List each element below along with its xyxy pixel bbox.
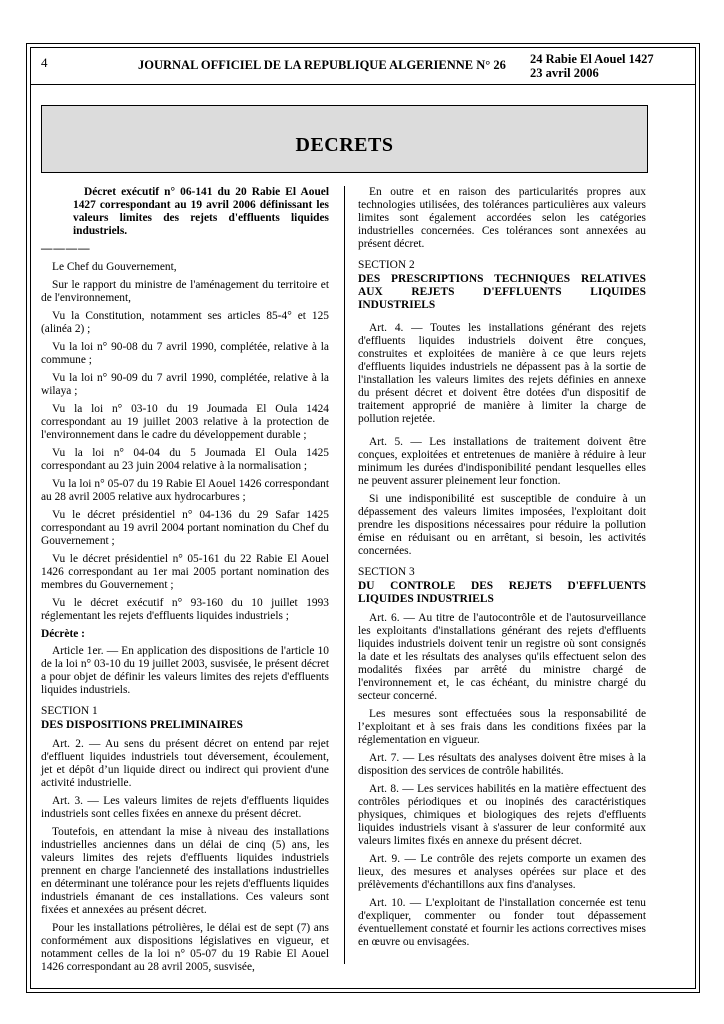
paragraph: Vu la loi n° 05-07 du 19 Rabie El Aouel 1426 correspondant au 28 avril 2005 relative aux hydrocarbures ;: [41, 478, 329, 503]
issue-date-hijri: 24 Rabie El Aouel 1427: [530, 52, 654, 66]
paragraph: Le Chef du Gouvernement,: [52, 261, 177, 273]
article-3-paragraph-2: Toutefois, en attendant la mise à niveau des installations industrielles anciennes dans un délai de cinq (5) ans, les valeurs limites des rejets d'effluents liquides industriels prennent en charge l'ancienneté des installations industrielles en déterminant une tolérance pour les rejets d'effluents liquides industriels émanant de ces installations. Ces valeurs sont fixées et annexées au présent décret.: [41, 826, 329, 916]
paragraph: Vu la loi n° 90-08 du 7 avril 1990, complétée, relative à la commune ;: [41, 341, 329, 366]
paragraph: Vu la loi n° 03-10 du 19 Joumada El Oula 1424 correspondant au 19 juillet 2003 relative à la protection de l'environnement dans le cadre du développement durable ;: [41, 403, 329, 441]
article-7: Art. 7. — Les résultats des analyses doivent être mises à la disposition des services de contrôle habilités.: [358, 752, 646, 777]
article-3-paragraph-3: Pour les installations pétrolières, le délai est de sept (7) ans conformément aux dispositions législatives en vigueur, et notamment celles de la loi n° 05-07 du 19 Rabie El Aouel 1426 correspondant au 28 avril 2005, susvisée,: [41, 922, 329, 973]
paragraph: Vu le décret présidentiel n° 04-136 du 29 Safar 1425 correspondant au 19 avril 2004 portant nomination du Chef du Gouvernement ;: [41, 509, 329, 547]
paragraph: Vu la Constitution, notamment ses articles 85-4° et 125 (alinéa 2) ;: [41, 310, 329, 335]
decrete-heading: Décrète :: [41, 628, 85, 640]
article-4: Art. 4. — Toutes les installations générant des rejets d'effluents liquides industriels doivent être conçues, construites et exploitées de manière à ce que leurs rejets d'effluents liquides industriels ne dépassent pas à la sortie de l'installation les valeurs limites des rejets définies en annexe du présent décret et doivent être dotées d'un dispositif de traitement approprié de manière à limiter la charge de pollution rejetée.: [358, 322, 646, 425]
article-5: Art. 5. — Les installations de traitement doivent être conçues, exploitées et entretenues de manière à réduire à leur minimum les durées d'indisponibilité pendant lesquelles elles ne peuvent assurer pleinement leur fonction.: [358, 436, 646, 487]
section-2-title: DES PRESCRIPTIONS TECHNIQUES RELATIVES AUX REJETS D'EFFLUENTS LIQUIDES INDUSTRIELS: [358, 273, 646, 311]
title-separator: ————: [41, 243, 91, 255]
paragraph: Vu la loi n° 04-04 du 5 Joumada El Oula 1425 correspondant au 23 juin 2004 relative à la normalisation ;: [41, 447, 329, 472]
article-10: Art. 10. — L'exploitant de l'installation concernée est tenu d'expliquer, commenter ou fonder tout dépassement éventuellement constaté et fournir les actions correctives mises en œuvre ou envisagées.: [358, 897, 646, 948]
banner-title: DECRETS: [295, 134, 394, 156]
page-number: 4: [41, 55, 48, 70]
article-3: Art. 3. — Les valeurs limites de rejets d'effluents liquides industriels sont celles fixées en annexe du présent décret.: [41, 795, 329, 820]
section-1-label: SECTION 1: [41, 705, 98, 717]
journal-title: JOURNAL OFFICIEL DE LA REPUBLIQUE ALGERIENNE N° 26: [138, 58, 506, 72]
section-3-title: DU CONTROLE DES REJETS D'EFFLUENTS LIQUIDES INDUSTRIELS: [358, 580, 646, 605]
issue-date: [530, 52, 654, 80]
paragraph: Vu le décret présidentiel n° 05-161 du 22 Rabie El Aouel 1426 correspondant au 1er mai 2005 portant nomination des membres du Gouvernement ;: [41, 553, 329, 591]
article-1: Article 1er. — En application des dispositions de l'article 10 de la loi n° 03-10 du 19 juillet 2003, susvisée, le présent décret a pour objet de définir les valeurs limites des rejets d'effluents liquides industriels.: [41, 645, 329, 696]
article-2: Art. 2. — Au sens du présent décret on entend par rejet d'effluent liquides industriels tout déversement, écoulement, jet et dépôt d’un liquide direct ou indirect qui provient d'une activité industrielle.: [41, 738, 329, 789]
section-banner: [41, 105, 648, 173]
left-column: [41, 186, 329, 979]
section-2-label: SECTION 2: [358, 259, 415, 271]
article-9: Art. 9. — Le contrôle des rejets comporte un examen des lieux, des mesures et analyses opérées sur place et des prélèvements d'échantillons aux fins d'analyses.: [358, 853, 646, 891]
article-5-paragraph-2: Si une indisponibilité est susceptible de conduire à un dépassement des valeurs limites imposées, l'exploitant doit prendre les dispositions nécessaires pour réduire la pollution émise en réduisant ou en arrêtant, si besoin, les activités concernées.: [358, 493, 646, 557]
paragraph: Vu le décret exécutif n° 93-160 du 10 juillet 1993 réglementant les rejets d'effluents liquides industriels ;: [41, 597, 329, 622]
column-divider: [344, 186, 345, 964]
paragraph: Sur le rapport du ministre de l'aménagement du territoire et de l'environnement,: [41, 279, 329, 304]
article-8: Art. 8. — Les services habilités en la matière effectuent des contrôles périodiques et ou inopinés des caractéristiques physiques, chimiques et biologiques des rejets d'effluents liquides industriels visant à s'assurer de leur conformité aux valeurs limites fixés en annexe du présent décret.: [358, 783, 646, 847]
paragraph: Vu la loi n° 90-09 du 7 avril 1990, complétée, relative à la wilaya ;: [41, 372, 329, 397]
article-6: Art. 6. — Au titre de l'autocontrôle et de l'autosurveillance les exploitants d'installations générant des rejets d'effluents liquides industriels doivent tenir un registre où sont consignés la date et les résultats des analyses qu'ils effectuent selon des modalités fixées par arrêté du ministre chargé de l'environnement et, le cas échéant, du ministre chargé du secteur concerné.: [358, 612, 646, 702]
paragraph: En outre et en raison des particularités propres aux technologies utilisées, des tolérances particulières aux valeurs limites sont également accordées selon les catégories industrielles concernées. Ces tolérances sont annexées au présent décret.: [358, 186, 646, 250]
issue-date-gregorian: 23 avril 2006: [530, 66, 599, 80]
decree-title: Décret exécutif n° 06-141 du 20 Rabie El Aouel 1427 correspondant au 19 avril 2006 définissant les valeurs limites des rejets d'effluents liquides industriels.: [73, 186, 329, 237]
section-1-title: DES DISPOSITIONS PRELIMINAIRES: [41, 719, 243, 731]
header-separator: [30, 84, 695, 85]
right-column: [358, 186, 646, 954]
article-6-paragraph-2: Les mesures sont effectuées sous la responsabilité de l’exploitant et à ses frais dans les conditions fixées par la réglementation en vigueur.: [358, 708, 646, 746]
section-3-label: SECTION 3: [358, 566, 415, 578]
